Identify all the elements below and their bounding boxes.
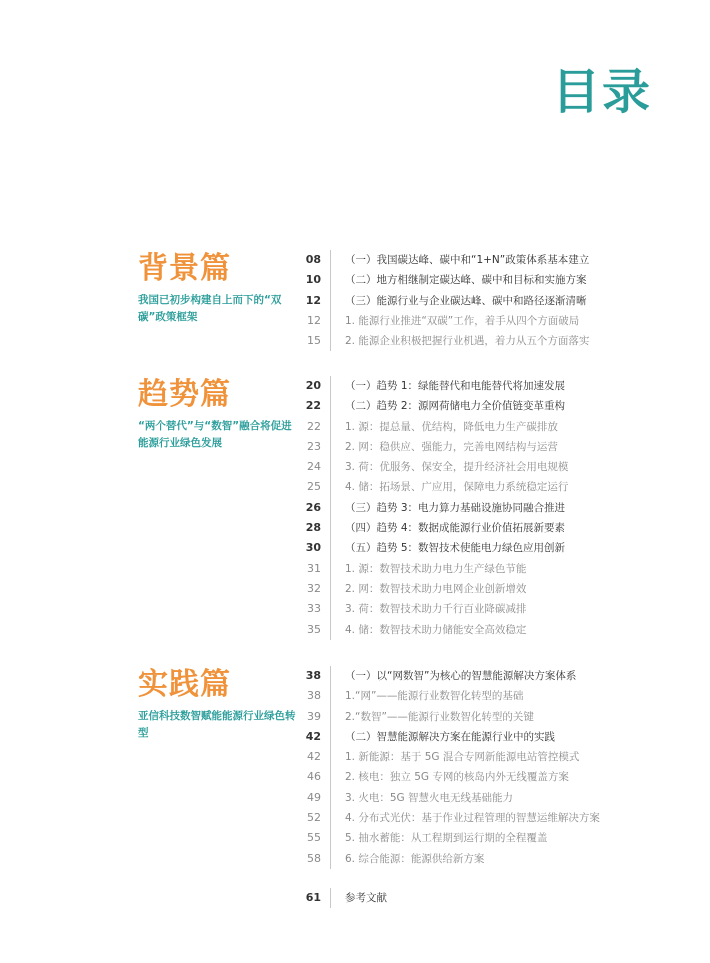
entry-text: 5. 抽水蓄能：从工程期到运行期的全程覆盖 [345, 832, 548, 845]
entry-text: 1. 源：提总量、优结构，降低电力生产碳排放 [345, 420, 558, 433]
section-heading: 背景篇 [138, 251, 231, 286]
entry-text: 1. 源：数智技术助力电力生产绿色节能 [345, 562, 527, 575]
section-heading: 趋势篇 [138, 377, 231, 412]
entry-text: 2. 网：稳供应、强能力，完善电网结构与运营 [345, 440, 558, 453]
page-number: 08 [305, 253, 321, 266]
entry-text: 4. 储：拓场景、广应用，保障电力系统稳定运行 [345, 481, 569, 494]
entry-text: 1.“网”——能源行业数智化转型的基础 [345, 690, 524, 703]
page-number: 33 [307, 602, 321, 616]
page-number: 55 [307, 831, 321, 845]
entry-text: （四）趋势 4：数据成能源行业价值拓展新要素 [345, 522, 566, 535]
entry-text: （三）趋势 3：电力算力基础设施协同融合推进 [345, 501, 566, 514]
page-number: 38 [307, 689, 321, 703]
page-number: 24 [307, 460, 321, 474]
entry-text: （五）趋势 5：数智技术使能电力绿色应用创新 [345, 542, 566, 555]
entry-text: 3. 荷：优服务、保安全，提升经济社会用电规模 [345, 461, 569, 474]
page-number: 52 [307, 811, 321, 825]
entry-text: 2.“数智”——能源行业数智化转型的关键 [345, 710, 534, 723]
page-number: 12 [307, 313, 321, 327]
entry-text: 2. 能源企业积极把握行业机遇，着力从五个方面落实 [345, 335, 590, 348]
entry-text: 3. 火电：5G 智慧火电无线基础能力 [345, 791, 514, 804]
entry-text: 3. 荷：数智技术助力千行百业降碳减排 [345, 603, 527, 616]
page-number: 12 [305, 293, 321, 307]
entry-text: 6. 综合能源：能源供给新方案 [345, 852, 485, 865]
entry-text: （一）我国碳达峰、碳中和“1+N”政策体系基本建立 [345, 254, 590, 266]
page-number: 25 [307, 480, 321, 494]
entry-text: （一）以“网数智”为核心的智慧能源解决方案体系 [345, 670, 577, 682]
page-number: 42 [307, 750, 321, 764]
section-subtitle: 亚信科技数智赋能能源行业绿色转型 [138, 710, 296, 739]
entry-text: （一）趋势 1：绿能替代和电能替代将加速发展 [345, 380, 566, 392]
page-number: 22 [305, 399, 321, 413]
page-number: 10 [305, 273, 321, 287]
page-number: 23 [307, 439, 321, 453]
page-number: 30 [305, 541, 321, 555]
entry-text: 1. 新能源：基于 5G 混合专网新能源电站管控模式 [345, 751, 580, 764]
page-number: 39 [307, 709, 321, 723]
page-number: 22 [307, 419, 321, 433]
entry-text: （三）能源行业与企业碳达峰、碳中和路径逐渐清晰 [345, 294, 587, 307]
entry-text: 1. 能源行业推进“双碳”工作，着手从四个方面破局 [345, 314, 580, 327]
entry-text: 4. 分布式光伏：基于作业过程管理的智慧运维解决方案 [345, 812, 600, 825]
entry-text: （二）地方相继制定碳达峰、碳中和目标和实施方案 [345, 274, 587, 287]
page-number: 58 [307, 851, 321, 865]
page-number: 38 [305, 669, 321, 682]
toc-title: 目录 [552, 64, 653, 120]
entry-list [305, 376, 569, 640]
page-number: 28 [305, 521, 321, 535]
page-number: 35 [307, 622, 321, 636]
entry-list [305, 888, 387, 908]
page-number: 49 [307, 790, 321, 804]
page-number: 61 [305, 891, 321, 904]
page-number: 42 [305, 729, 321, 743]
entry-list [305, 250, 590, 351]
entry-text: 4. 储：数智技术助力储能安全高效稳定 [345, 623, 527, 636]
entry-text: （二）智慧能源解决方案在能源行业中的实践 [345, 730, 555, 743]
page-number: 46 [307, 770, 321, 784]
page-number: 20 [305, 379, 321, 392]
page-number: 32 [307, 581, 321, 595]
section-subtitle: 我国已初步构建自上而下的“双碳”政策框架 [138, 294, 282, 323]
section-heading: 实践篇 [138, 667, 231, 702]
entry-text: 参考文献 [345, 892, 387, 904]
page-number: 26 [305, 500, 321, 514]
page-number: 15 [307, 334, 321, 348]
section-subtitle: “两个替代”与“数智”融合将促进能源行业绿色发展 [138, 420, 292, 449]
entry-text: 2. 核电：独立 5G 专网的核岛内外无线覆盖方案 [345, 771, 569, 784]
entry-text: （二）趋势 2：源网荷储电力全价值链变革重构 [345, 400, 566, 413]
entry-text: 2. 网：数智技术助力电网企业创新增效 [345, 582, 527, 595]
entry-list [305, 666, 600, 869]
page-number: 31 [307, 561, 321, 575]
